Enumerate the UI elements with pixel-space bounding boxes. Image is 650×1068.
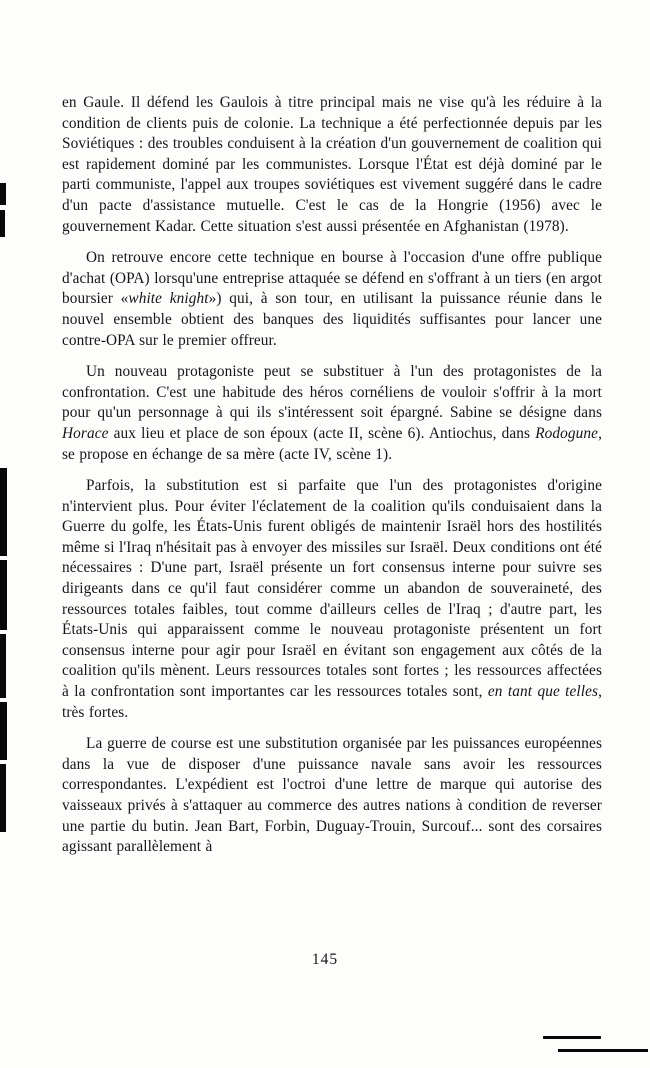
- scan-artifact-left-2: [0, 210, 5, 237]
- scan-artifact-left-7: [0, 764, 6, 832]
- scan-artifact-left-4: [0, 560, 7, 630]
- paragraph: La guerre de course est une substitution organisée par les puissances européennes dans la vue de disposer d'une puissance navale sans avoir les ressources correspondantes. L'expédient est l'octroi d'une lettre de marque qui autorise des vaisseaux privés à s'attaquer au commerce des autres nations à condition de reverser une partie du butin. Jean Bart, Forbin, Duguay-Trouin, Surcouf... sont des corsaires agissant parallèlement à: [62, 735, 602, 856]
- scan-artifact-dash-1: [543, 1036, 601, 1039]
- paragraph: Un nouveau protagoniste peut se substituer à l'un des protagonistes de la confrontation. C'est une habitude des héros cornéliens de vouloir s'offrir à la mort pour qu'un personnage à qui ils s'intéressent soit épargné. Sabine se désigne dans Horace aux lieu et place de son époux (acte II, scène 6). Antiochus, dans Rodogune, se propose en échange de sa mère (acte IV, scène 1).: [62, 363, 602, 463]
- page-number: 145: [311, 951, 339, 968]
- paragraph: Parfois, la substitution est si parfaite que l'un des protagonistes d'origine n'intervient plus. Pour éviter l'éclatement de la coalition qu'ils conduisaient dans la Guerre du golfe, les États-Unis furent obligés de maintenir Israël hors des hostilités même si l'Iraq n'hésitait pas à envoyer des missiles sur Israël. Deux conditions ont été nécessaires : D'une part, Israël présente un fort consensus interne pour suivre ses dirigeants dans ce qu'il faut considérer comme un abandon de souveraineté, des ressources totales faibles, tout comme d'ailleurs celles de l'Iraq ; d'autre part, les États-Unis qui apparaissent comme le nouveau protagoniste présentent un fort consensus interne pour agir pour Israël en évitant son engagement aux côtés de la coalition qu'ils mènent. Leurs ressources totales sont fortes ; les ressources affectées à la confrontation sont importantes car les ressources totales sont, en tant que telles, très fortes.: [62, 477, 603, 721]
- paragraph: On retrouve encore cette technique en bourse à l'occasion d'une offre publique d'achat (OPA) lorsqu'une entreprise attaquée se défend en s'offrant à un tiers (en argot boursier «white knight») qui, à son tour, en utilisant la puissance réunie dans le nouvel ensemble obtient des banques des liquidités suffisantes pour lancer une contre-OPA sur le premier offreur.: [62, 249, 602, 349]
- scan-artifact-left-3: [0, 468, 7, 556]
- scan-artifact-left-6: [0, 702, 7, 760]
- text-block: [62, 93, 602, 869]
- scan-artifact-left-1: [0, 183, 6, 205]
- scan-artifact-dash-2: [558, 1049, 648, 1052]
- paragraph: en Gaule. Il défend les Gaulois à titre principal mais ne vise qu'à les réduire à la condition de clients puis de colonie. La technique a été perfectionnée depuis par les Soviétiques : des troubles conduisent à la création d'un gouvernement de coalition qui est rapidement dominé par les communistes. Lorsque l'État est déjà dominé par le parti communiste, l'appel aux troupes soviétiques est vivement suggéré dans le cadre d'un pacte d'assistance mutuelle. C'est le cas de la Hongrie (1956) avec le gouvernement Kadar. Cette situation s'est aussi présentée en Afghanistan (1978).: [62, 94, 602, 235]
- scan-artifact-left-5: [0, 634, 6, 698]
